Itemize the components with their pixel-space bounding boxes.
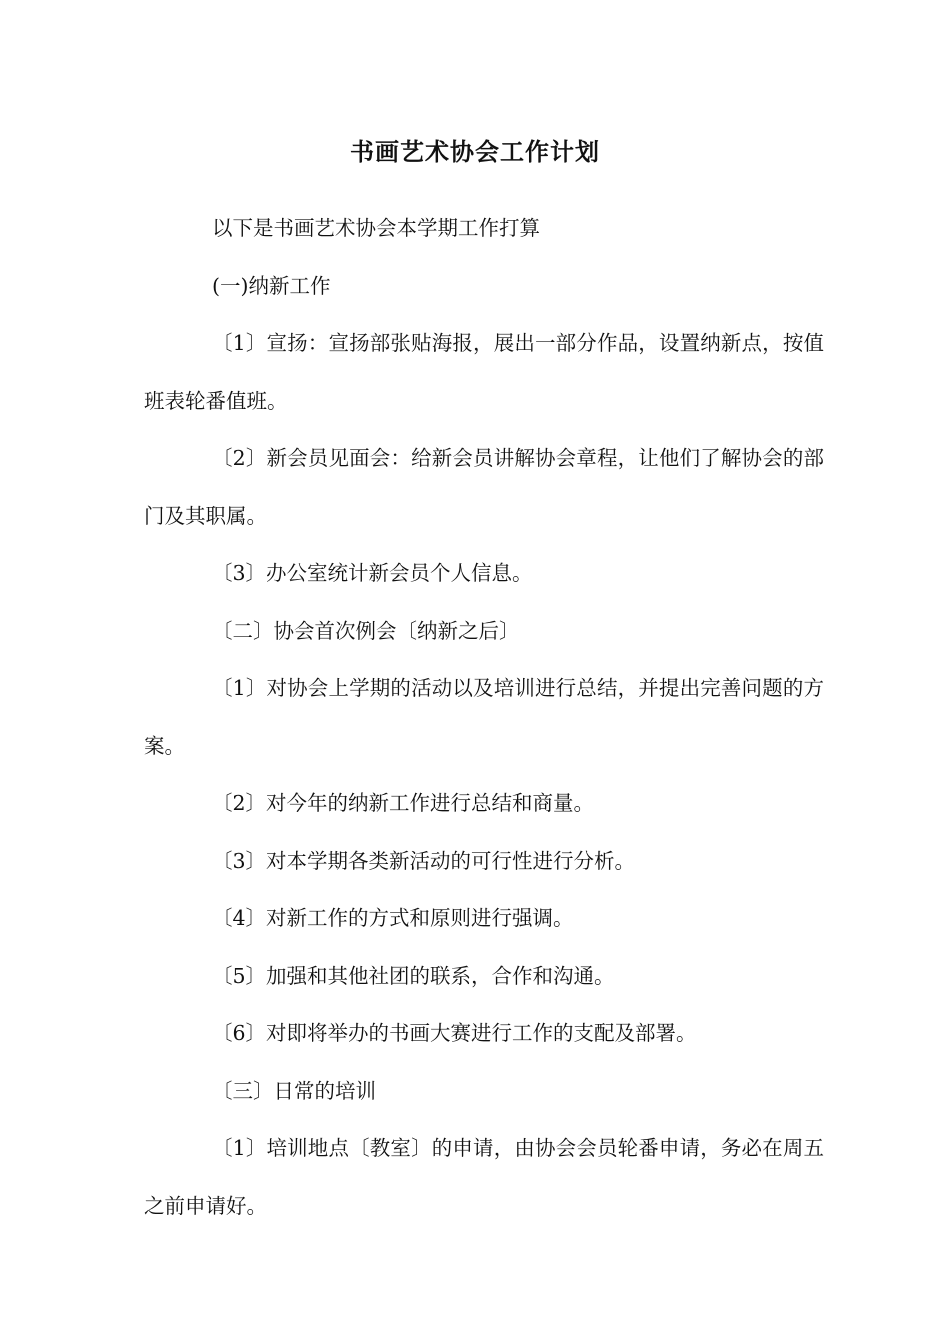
paragraph-item: 〔1〕对协会上学期的活动以及培训进行总结，并提出完善问题的方案。 [144,676,824,758]
paragraph-item: 〔3〕办公室统计新会员个人信息。 [212,561,533,585]
paragraph-item: 〔3〕对本学期各类新活动的可行性进行分析。 [212,848,636,873]
paragraph-intro: 以下是书画艺术协会本学期工作打算 [212,216,540,240]
document-body [144,200,824,1235]
paragraph-item: 〔5〕加强和其他社团的联系，合作和沟通。 [212,963,615,988]
paragraph-item: 〔2〕新会员见面会：给新会员讲解协会章程，让他们了解协会的部门及其职属。 [144,446,824,528]
document-title: 书画艺术协会工作计划 [350,137,600,166]
section-heading-first-meeting: 〔二〕协会首次例会〔纳新之后〕 [212,618,520,643]
paragraph-item: 〔2〕对今年的纳新工作进行总结和商量。 [212,791,595,815]
section-heading-recruitment: (一)纳新工作 [212,273,331,298]
paragraph-item: 〔1〕宣扬：宣扬部张贴海报，展出一部分作品，设置纳新点，按值班表轮番值班。 [144,331,824,413]
paragraph-item: 〔1〕培训地点〔教室〕的申请，由协会会员轮番申请，务必在周五之前申请好。 [144,1136,824,1218]
paragraph-item: 〔6〕对即将举办的书画大赛进行工作的支配及部署。 [212,1021,697,1045]
section-heading-training: 〔三〕日常的培训 [212,1078,376,1103]
paragraph-item: 〔4〕对新工作的方式和原则进行强调。 [212,906,574,930]
